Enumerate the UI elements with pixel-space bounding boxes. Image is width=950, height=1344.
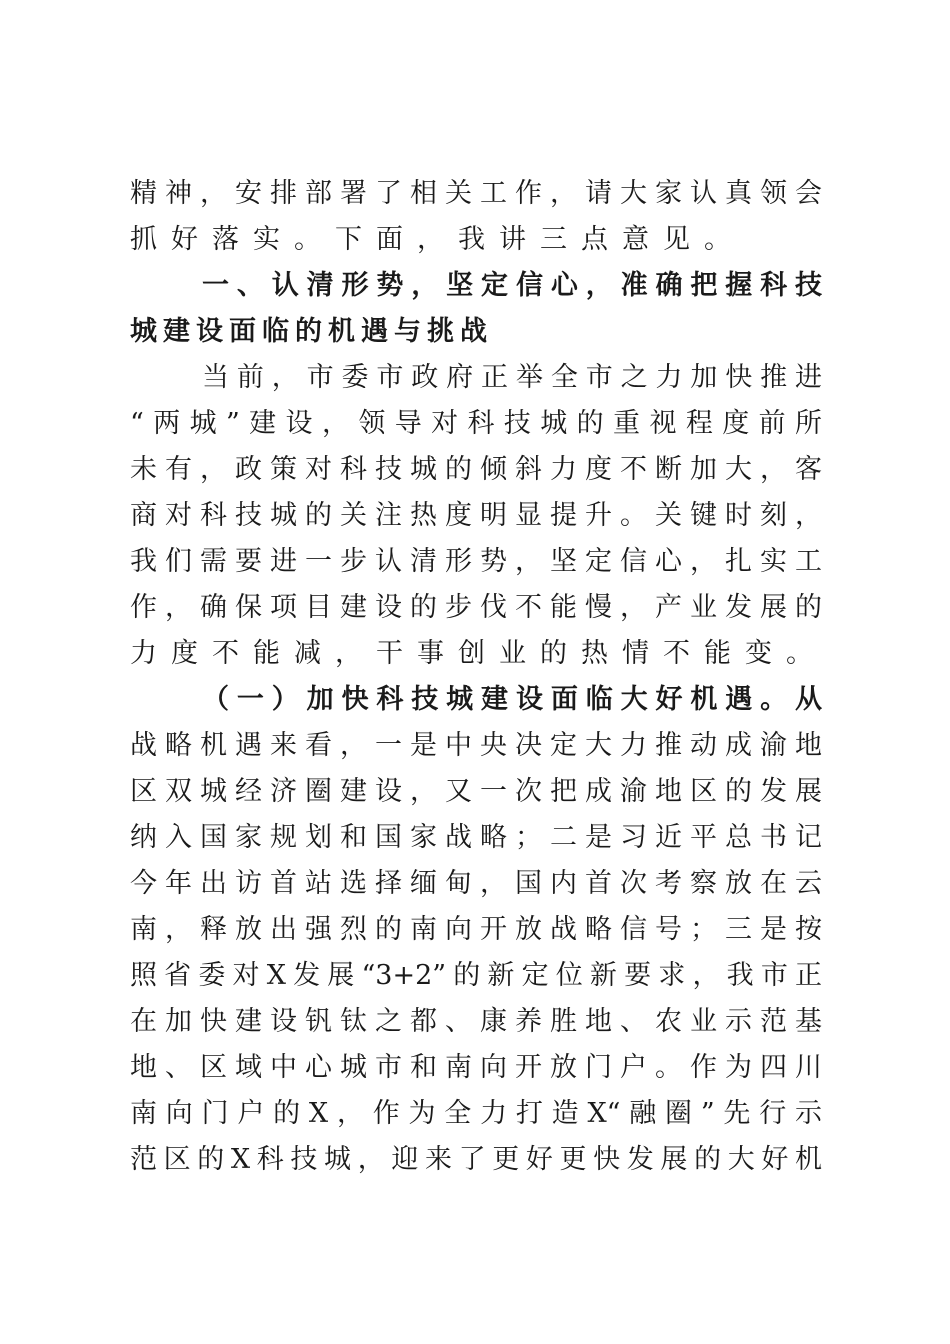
body-text-line: 商对科技城的关注热度明显提升。关键时刻， [130,500,822,531]
body-text-line: 作，确保项目建设的步伐不能慢，产业发展的 [130,592,822,623]
body-text-line: 力度不能减，干事创业的热情不能变。 [130,638,827,669]
body-text-line: 精神，安排部署了相关工作，请大家认真领会 [130,178,822,209]
body-text-line: 地、区域中心城市和南向开放门户。作为四川 [130,1052,822,1083]
body-text-line: “两城”建设，领导对科技城的重视程度前所 [130,408,822,439]
section-heading: 城建设面临的机遇与挑战 [130,316,493,347]
body-text-line: 范区的X科技城，迎来了更好更快发展的大好机 [130,1144,822,1175]
body-text-line: 照省委对X发展“3+2”的新定位新要求，我市正 [130,960,822,991]
body-text-line: 未有，政策对科技城的倾斜力度不断加大，客 [130,454,822,485]
subsection-heading: （一）加快科技城建设面临大好机遇。从 [202,684,822,715]
body-text-line: 纳入国家规划和国家战略；二是习近平总书记 [130,822,822,853]
body-text-line: 南，释放出强烈的南向开放战略信号；三是按 [130,914,822,945]
body-text-line: 南向门户的X，作为全力打造X“融圈”先行示 [130,1098,822,1129]
body-text-line: 区双城经济圈建设，又一次把成渝地区的发展 [130,776,822,807]
body-text-line: 当前，市委市政府正举全市之力加快推进 [202,362,822,393]
section-heading: 一、认清形势，坚定信心，准确把握科技 [202,270,822,301]
body-text-line: 抓好落实。下面，我讲三点意见。 [130,224,745,255]
body-text-line: 今年出访首站选择缅甸，国内首次考察放在云 [130,868,822,899]
body-text-line: 我们需要进一步认清形势，坚定信心，扎实工 [130,546,822,577]
body-text-line: 战略机遇来看，一是中央决定大力推动成渝地 [130,730,822,761]
body-text-line: 在加快建设钒钛之都、康养胜地、农业示范基 [130,1006,822,1037]
